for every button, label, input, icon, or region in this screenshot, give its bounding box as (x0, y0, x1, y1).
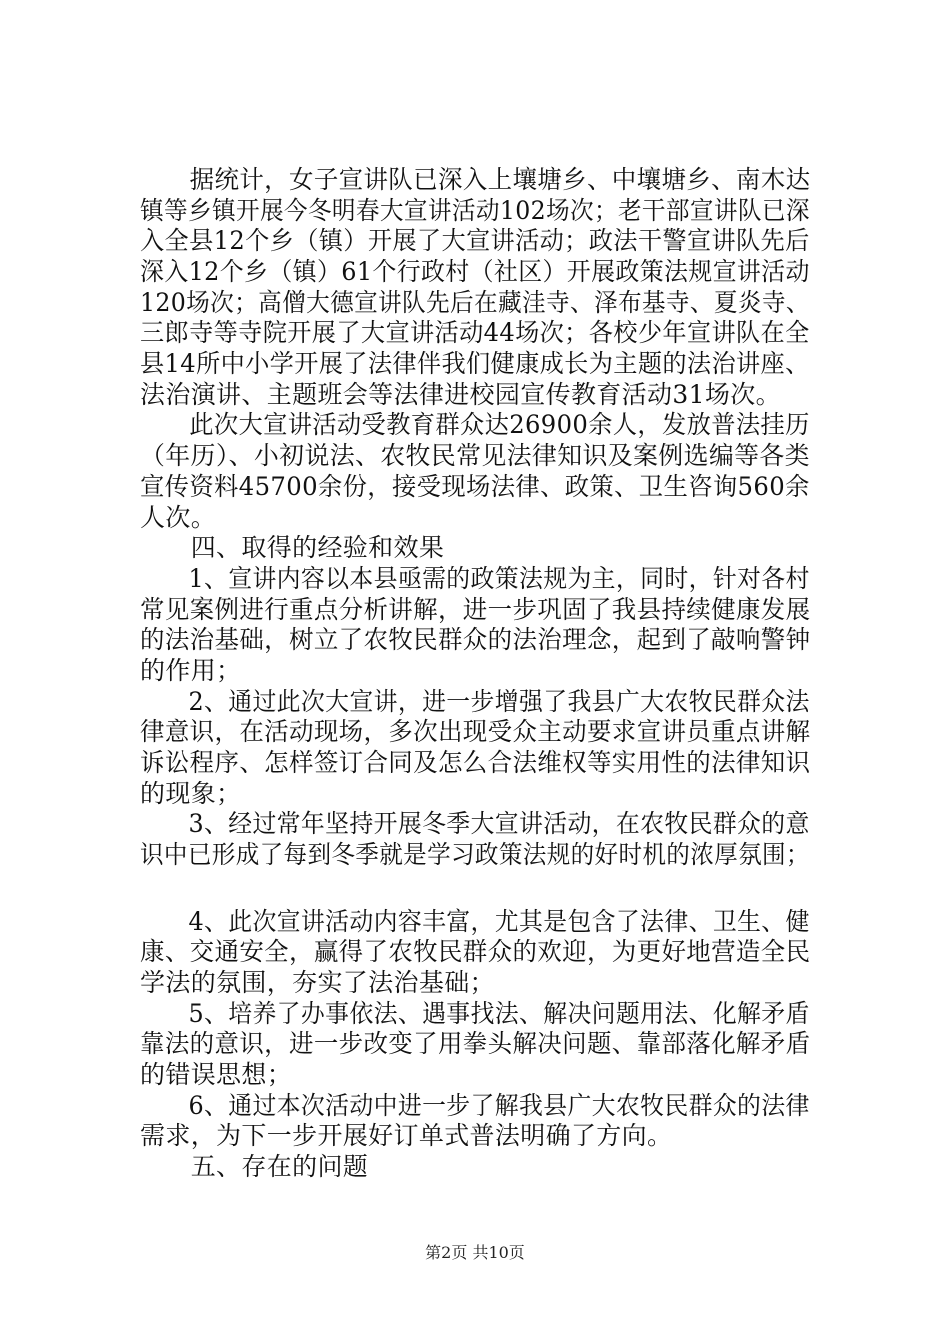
line-15: 常见案例进行重点分析讲解，进一步巩固了我县持续健康发展 (140, 595, 811, 624)
line-9: 此次大宣讲活动受教育群众达26900余人，发放普法挂历 (140, 410, 810, 439)
line-5: 120场次；高僧大德宣讲队先后在藏洼寺、泽布基寺、夏炎寺、 (140, 288, 810, 317)
line-22: 3、经过常年坚持开展冬季大宣讲活动，在农牧民群众的意 (140, 809, 810, 838)
section-heading-5: 五、存在的问题 (140, 1152, 369, 1181)
line-29: 的错误思想； (140, 1060, 293, 1089)
line-11: 宣传资料45700余份，接受现场法律、政策、卫生咨询560余 (140, 472, 810, 501)
line-4: 深入12个乡（镇）61个行政村（社区）开展政策法规宣讲活动 (140, 257, 810, 286)
line-16: 的法治基础，树立了农牧民群众的法治理念，起到了敲响警钟 (140, 625, 811, 654)
line-27: 5、培养了办事依法、遇事找法、解决问题用法、化解矛盾 (140, 999, 810, 1028)
page-number-footer: 第2页 共10页 (425, 1243, 525, 1262)
line-7: 县14所中小学开展了法律伴我们健康成长为主题的法治讲座、 (140, 349, 810, 378)
line-23: 识中已形成了每到冬季就是学习政策法规的好时机的浓厚氛围； (140, 840, 810, 869)
line-21: 的现象； (140, 779, 242, 808)
line-28: 靠法的意识，进一步改变了用拳头解决问题、靠部落化解矛盾 (140, 1029, 811, 1058)
line-2: 镇等乡镇开展今冬明春大宣讲活动102场次；老干部宣讲队已深 (140, 196, 810, 225)
line-10: （年历）、小初说法、农牧民常见法律知识及案例选编等各类 (140, 441, 810, 470)
section-heading-4: 四、取得的经验和效果 (140, 533, 445, 562)
line-19: 律意识，在活动现场，多次出现受众主动要求宣讲员重点讲解 (140, 717, 811, 746)
line-25: 康、交通安全，赢得了农牧民群众的欢迎，为更好地营造全民 (140, 937, 811, 966)
line-17: 的作用； (140, 656, 242, 685)
line-31: 需求，为下一步开展好订单式普法明确了方向。 (140, 1121, 673, 1150)
line-12: 人次。 (140, 503, 217, 532)
line-18: 2、通过此次大宣讲，进一步增强了我县广大农牧民群众法 (140, 687, 810, 716)
line-24: 4、此次宣讲活动内容丰富，尤其是包含了法律、卫生、健 (140, 907, 810, 936)
line-3: 入全县12个乡（镇）开展了大宣讲活动；政法干警宣讲队先后 (140, 226, 810, 255)
line-30: 6、通过本次活动中进一步了解我县广大农牧民群众的法律 (140, 1091, 810, 1120)
line-1: 据统计，女子宣讲队已深入上壤塘乡、中壤塘乡、南木达 (140, 165, 811, 194)
line-6: 三郎寺等寺院开展了大宣讲活动44场次；各校少年宣讲队在全 (140, 318, 810, 347)
line-20: 诉讼程序、怎样签订合同及怎么合法维权等实用性的法律知识 (140, 748, 811, 777)
line-26: 学法的氛围，夯实了法治基础； (140, 968, 495, 997)
line-8: 法治演讲、主题班会等法律进校园宣传教育活动31场次。 (140, 380, 781, 409)
line-14: 1、宣讲内容以本县亟需的政策法规为主，同时，针对各村 (140, 564, 810, 593)
